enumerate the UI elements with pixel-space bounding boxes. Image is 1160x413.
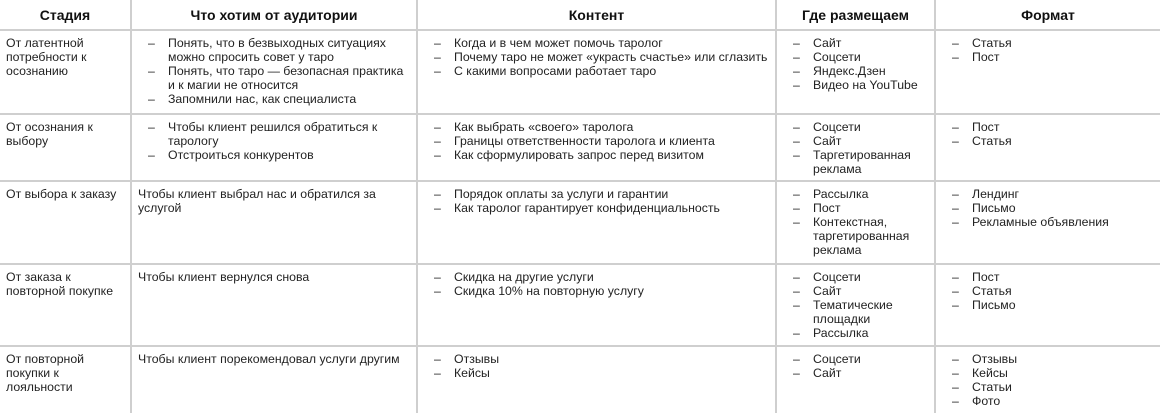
list-item: – Статья: [952, 36, 1154, 50]
list-item: – Рассылка: [793, 326, 928, 340]
content-cell: [417, 264, 776, 346]
list-item: – Порядок оплаты за услуги и гарантии: [434, 187, 769, 201]
format-cell: [935, 30, 1160, 114]
placement-cell: [776, 181, 935, 264]
list-item: – Как выбрать «своего» таролога: [434, 120, 769, 134]
list-item: – Пост: [793, 201, 928, 215]
list-item: – Пост: [952, 120, 1154, 134]
goal-cell: [131, 114, 417, 181]
format-cell: [935, 114, 1160, 181]
list-item: – Скидка 10% на повторную услугу: [434, 284, 769, 298]
table-row: [0, 30, 1160, 114]
format-cell: [935, 346, 1160, 413]
list-item: – Пост: [952, 270, 1154, 284]
list-item: – Отстроиться конкурентов: [148, 148, 410, 162]
list-item: – Статья: [952, 134, 1154, 148]
list-item: – Письмо: [952, 298, 1154, 312]
list-item: – Сайт: [793, 366, 928, 380]
list-item: – Соцсети: [793, 352, 928, 366]
list-item: – Статья: [952, 284, 1154, 298]
list-item: – С какими вопросами работает таро: [434, 64, 769, 78]
header-row: [0, 0, 1160, 30]
list-item: – Таргетированная реклама: [793, 148, 928, 176]
list-item: – Статьи: [952, 380, 1154, 394]
list-item: – Соцсети: [793, 270, 928, 284]
list-item: – Тематические площадки: [793, 298, 928, 326]
list-item: – Скидка на другие услуги: [434, 270, 769, 284]
list-item: – Контекстная, таргетированная реклама: [793, 215, 928, 257]
format-cell: [935, 181, 1160, 264]
list-item: – Понять, что таро — безопасная практика и к магии не относится: [148, 64, 410, 92]
goal-cell: Чтобы клиент вернулся снова: [131, 264, 417, 346]
list-item: – Кейсы: [434, 366, 769, 380]
goal-cell: Чтобы клиент порекомендовал услуги другим: [131, 346, 417, 413]
stage-cell: От латентной потребности к осознанию: [0, 30, 131, 114]
table-row: [0, 114, 1160, 181]
placement-cell: [776, 346, 935, 413]
placement-cell: [776, 264, 935, 346]
list-item: – Рассылка: [793, 187, 928, 201]
list-item: – Границы ответственности таролога и клиента: [434, 134, 769, 148]
stage-cell: От осознания к выбору: [0, 114, 131, 181]
content-cell: [417, 346, 776, 413]
list-item: – Как сформулировать запрос перед визитом: [434, 148, 769, 162]
list-item: – Сайт: [793, 134, 928, 148]
table-row: [0, 181, 1160, 264]
list-item: – Отзывы: [434, 352, 769, 366]
content-cell: [417, 114, 776, 181]
list-item: – Лендинг: [952, 187, 1154, 201]
header-content: Контент: [417, 0, 776, 30]
list-item: – Яндекс.Дзен: [793, 64, 928, 78]
placement-cell: [776, 114, 935, 181]
list-item: – Когда и в чем может помочь таролог: [434, 36, 769, 50]
table-row: [0, 346, 1160, 413]
list-item: – Кейсы: [952, 366, 1154, 380]
goal-cell: [131, 30, 417, 114]
list-item: – Фото: [952, 394, 1154, 408]
stage-cell: От выбора к заказу: [0, 181, 131, 264]
list-item: – Сайт: [793, 284, 928, 298]
placement-cell: [776, 30, 935, 114]
list-item: – Пост: [952, 50, 1154, 64]
list-item: – Чтобы клиент решился обратиться к тарологу: [148, 120, 410, 148]
table-row: [0, 264, 1160, 346]
list-item: – Почему таро не может «украсть счастье» или сглазить: [434, 50, 769, 64]
list-item: – Рекламные объявления: [952, 215, 1154, 229]
header-goal: Что хотим от аудитории: [131, 0, 417, 30]
header-format: Формат: [935, 0, 1160, 30]
content-cell: [417, 181, 776, 264]
header-stage: Стадия: [0, 0, 131, 30]
list-item: – Отзывы: [952, 352, 1154, 366]
stage-cell: От заказа к повторной покупке: [0, 264, 131, 346]
stage-cell: От повторной покупки к лояльности: [0, 346, 131, 413]
list-item: – Понять, что в безвыходных ситуациях можно спросить совет у таро: [148, 36, 410, 64]
list-item: – Видео на YouTube: [793, 78, 928, 92]
list-item: – Соцсети: [793, 120, 928, 134]
list-item: – Сайт: [793, 36, 928, 50]
goal-cell: Чтобы клиент выбрал нас и обратился за услугой: [131, 181, 417, 264]
list-item: – Письмо: [952, 201, 1154, 215]
content-cell: [417, 30, 776, 114]
header-placement: Где размещаем: [776, 0, 935, 30]
list-item: – Как таролог гарантирует конфиденциальность: [434, 201, 769, 215]
format-cell: [935, 264, 1160, 346]
list-item: – Соцсети: [793, 50, 928, 64]
list-item: – Запомнили нас, как специалиста: [148, 92, 410, 106]
